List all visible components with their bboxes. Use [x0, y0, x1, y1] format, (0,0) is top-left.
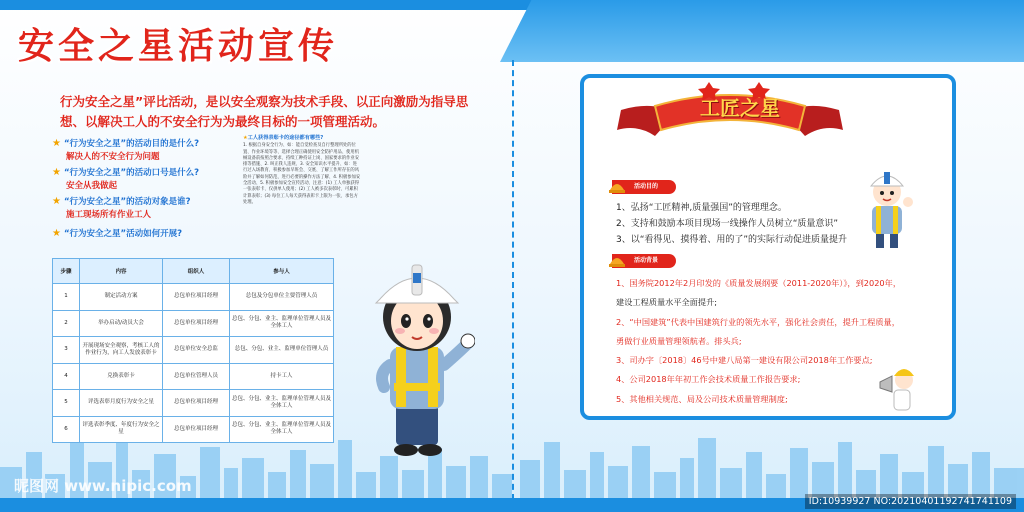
table-cell: 总包、分包、业主、监理单位管理人员及全体工人	[230, 416, 334, 443]
table-cell: 举办启动/动员大会	[80, 310, 163, 337]
goal-item: 3、以“看得见、摸得着、用的了”的实际行动促进质量提升	[616, 235, 848, 245]
qa-item	[52, 137, 199, 164]
table-row	[53, 310, 334, 337]
table-cell: 3	[53, 337, 80, 364]
worker-thumbs-up-illustration	[858, 168, 916, 250]
table-cell: 总包单位项目经理	[163, 310, 230, 337]
table-cell: 2	[53, 310, 80, 337]
banner-title: 工匠之星	[700, 96, 780, 120]
background-item: 4、公司2018年年初工作会技术质量工作报告要求;	[616, 374, 801, 385]
table-header: 内容	[80, 259, 163, 284]
worker-megaphone-illustration	[878, 360, 922, 414]
table-cell: 持卡工人	[230, 363, 334, 390]
table-row	[53, 416, 334, 443]
table-cell: 总包及分包单位主要管理人员	[230, 284, 334, 311]
table-row	[53, 363, 334, 390]
star-icon: ★	[52, 196, 61, 207]
qa-question: “行为安全之星”的活动目的是什么?	[63, 139, 200, 149]
intro-text: 行为安全之星”评比活动，是以安全观察为技术手段、以正向激励为指导思想、以解决工人的不安全行为为最终目标的一项管理活动。	[60, 94, 469, 129]
method-text	[243, 135, 361, 206]
table-cell: 4	[53, 363, 80, 390]
center-divider	[512, 60, 518, 500]
star-icon: ★	[243, 135, 248, 141]
qa-item	[52, 227, 182, 241]
table-cell: 1	[53, 284, 80, 311]
goal-item: 1、弘扬“工匠精神,质量强国”的管理理念。	[616, 203, 787, 213]
table-cell: 总包单位安全总监	[163, 337, 230, 364]
watermark-site: 昵图网 www.nipic.com	[14, 477, 192, 495]
method-body: 1. 根据自身安全行为、如：能自觉检查及自行整理所处的位置、作业环境等等、选择合理正确使用安全防护用品、使用机械设备前按照合要求、持续工种持证上岗、国家要求的作业安排等措施、2. 叫正我人违规、3. 安全知识水平提升、如：进行过入场教育、积极参加早班会、交底、了解工作所存在的风险并了解如何防范、进行必要的操作方法了解、4. 积极参加安全活动、5. 积极参加安全宣传活动、注意：(1) 工人单独获得一张表彰卡、仅供单人使用；(2) 工人被多次表彰时、可累积计算表彰；(3) 每位工人每天获得表彰卡上限为一张、承包方处理。	[243, 143, 361, 205]
helmet-icon	[608, 252, 626, 270]
goal-badge-label: 活动目的	[612, 180, 676, 194]
qa-question: “行为安全之星”活动如何开展?	[63, 229, 183, 239]
table-cell: 兑换表彰卡	[80, 363, 163, 390]
steps-table	[52, 258, 334, 443]
worker-girl-illustration	[360, 255, 475, 460]
table-cell: 6	[53, 416, 80, 443]
table-cell: 制定活动方案	[80, 284, 163, 311]
table-cell: 评选表彰月度行为安全之星	[80, 390, 163, 417]
background-item: 3、司办字〔2018〕46号中建八局第一建设有限公司2018年工作要点;	[616, 355, 873, 366]
table-row	[53, 337, 334, 364]
goal-item: 2、支持和鼓励本项目现场一线操作人员树立“质量意识”	[616, 219, 839, 229]
table-cell: 开展现场安全观察，考核工人的作业行为，向工人发放表彰卡	[80, 337, 163, 364]
qa-answer: 解决人的不安全行为问题	[66, 152, 160, 162]
table-header: 步骤	[53, 259, 80, 284]
table-row	[53, 284, 334, 311]
table-cell: 总包、分包、业主、监理单位管理人员及全体工人	[230, 390, 334, 417]
table-cell: 总包单位项目经理	[163, 284, 230, 311]
table-cell: 总包单位管理人员	[163, 363, 230, 390]
background-item: 勇做行业质量管理领航者。排头兵;	[616, 335, 742, 346]
table-cell: 评选表彰季度、年度行为安全之星	[80, 416, 163, 443]
star-icon: ★	[52, 138, 61, 149]
goal-badge	[612, 180, 676, 194]
table-cell: 5	[53, 390, 80, 417]
qa-item	[52, 195, 191, 222]
table-cell: 总包、分包、业主、监理单位管理人员	[230, 337, 334, 364]
table-header: 组织人	[163, 259, 230, 284]
qa-question: “行为安全之星”的活动对象是谁?	[63, 197, 191, 207]
table-cell: 总包单位项目经理	[163, 416, 230, 443]
background-item: 1、国务院2012年2月印发的《质量发展纲要（2011-2020年）》，到2020年，	[616, 278, 902, 288]
star-icon: ★	[52, 167, 61, 178]
watermark-id: ID:10939927 NO:20210401192741741109	[805, 494, 1016, 509]
background-item: 建设工程质量水平全面提升;	[616, 297, 718, 308]
background-badge-label: 活动背景	[612, 254, 676, 268]
background-item: 2、“中国建筑”代表中国建筑行业的领先水平，强化社会责任，提升工程质量，	[616, 316, 900, 327]
table-cell: 总包、分包、业主、监理单位管理人员及全体工人	[230, 310, 334, 337]
qa-item	[52, 166, 199, 193]
qa-answer: 安全从我做起	[66, 181, 118, 191]
background-badge	[612, 254, 676, 268]
table-row	[53, 390, 334, 417]
background-item: 5、其他相关规范、局及公司技术质量管理制度;	[616, 393, 788, 404]
top-bar-right	[500, 0, 1024, 62]
table-cell: 总包单位项目经理	[163, 390, 230, 417]
background-list	[616, 274, 916, 409]
table-header: 参与人	[230, 259, 334, 284]
star-icon: ★	[52, 228, 61, 239]
qa-answer: 施工现场所有作业工人	[66, 210, 152, 220]
page-title: 安全之星活动宣传	[18, 26, 339, 67]
qa-question: “行为安全之星”的活动口号是什么?	[63, 168, 200, 178]
method-heading: 工人获得表彰卡的途径都有哪些?	[247, 135, 324, 141]
helmet-icon	[608, 178, 626, 196]
table-header-row	[53, 259, 334, 284]
goals-list	[616, 200, 847, 248]
